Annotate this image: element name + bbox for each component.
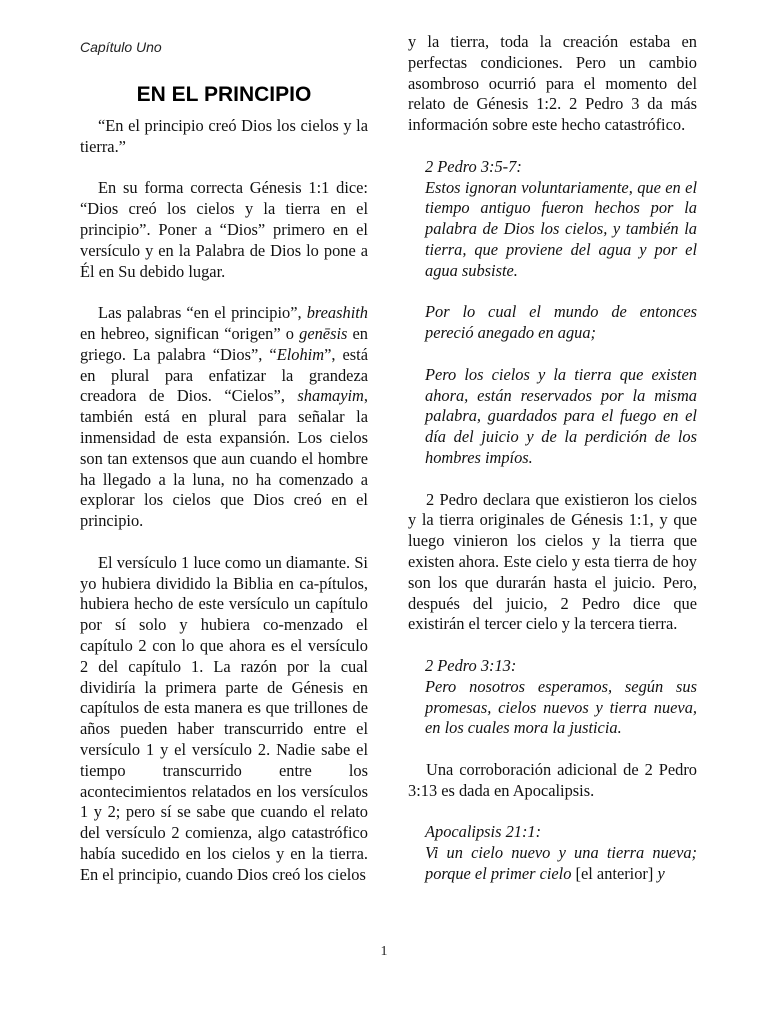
text-run: pítulos, hubiera hecho de este versículo un capítulo por sí solo y hubiera co- [80,573,368,635]
italic-term-elohim: Elohim [276,344,325,364]
text-run: , también está en plural para señalar la inmensidad de esta expansión. Los cielos son tan extensos que aun cuando el hombre ha llegado a la luna, no ha comenzado a explorar los cielos que Dios creó en el principio. [80,386,368,531]
text-run: en hebreo, significan “origen” o [80,323,300,343]
scripture-text: Vi un cielo nuevo y una tierra nueva; porque el primer cielo [425,843,697,883]
scripture-reference: 2 Pedro 3:5-7: [425,156,522,176]
opening-verse-paragraph: “En el principio creó Dios los cielos y la tierra.” [80,116,368,156]
2pedro-paragraph: 2 Pedro declara que existieron los cielos y la tierra originales de Génesis 1:1, y que luego vinieron los cielos y la tierra que existen ahora. Este cielo y esta tierra de hoy son los que durarán hasta el juicio. Pero, después del juicio, 2 Pedro dice que existirán el tercer cielo y la tercera tierra. [408,489,697,634]
text-run: El versículo 1 luce como un diamante. Si yo hubiera dividido la Biblia en ca- [80,552,368,593]
scripture-reference: 2 Pedro 3:13: [425,655,517,675]
scripture-quote-apocalipsis-21-1 [425,822,697,884]
scripture-quote-continued: Pero los cielos y la tierra que existen ahora, están reservados por la misma palabra, guardados para el fuego en el día del juicio y de la perdición de los hombres impíos. [425,364,697,467]
scripture-quote-continued: Por lo cual el mundo de entonces pereció anegado en agua; [425,302,697,343]
text-run: Las palabras “en el principio”, [98,303,307,323]
scripture-quote-2pedro-3-5-7 [425,157,697,282]
continued-paragraph: y la tierra, toda la creación estaba en perfectas condiciones. Pero un cambio asombroso ocurrió para el momento del relato de Génesis 1:2. 2 Pedro 3 da más información sobre este hecho catastrófico. [408,32,697,135]
right-column [408,32,697,905]
diamond-paragraph [80,553,368,886]
page-number: 1 [380,944,388,959]
text-run: en griego. La palabra “Dios”, “ [80,323,369,364]
left-column [80,32,368,906]
words-paragraph [80,303,368,532]
scripture-text: Pero nosotros esperamos, según sus promesas, cielos nuevos y tierra nueva, en los cuales mora la justicia. [425,676,697,738]
bracket-note: [el anterior] [575,863,654,883]
scripture-text: Estos ignoran voluntariamente, que en el tiempo antiguo fueron hechos por la palabra de Dios los cielos, y también la tierra, que proviene del agua y por el agua subsiste. [425,177,697,280]
italic-term-breashith: breashith [306,303,368,323]
text-run: menzado el capítulo 2 con lo que ahora es el versículo 2 del capítulo 1. La razón por la cual dividiría la primera parte de Génesis en capítulos de esta manera es que trillones de años pueden haber transcurrido entre el versículo 1 y el versículo 2. Nadie sabe el tiempo transcurrido entre los acontecimientos relatados en los versículos 1 y 2; pero sí se sabe que cuando el relato del versículo 2 comienza, algo catastrófico había sucedido en los cielos y en la tierra. En el principio, cuando Dios creó los cielos [80,615,368,884]
italic-term-shamayim: shamayim [297,386,364,406]
italic-term-genesis: genēsis [299,323,348,343]
scripture-quote-2pedro-3-13 [425,656,697,739]
text-run: ”, está en plural para enfatizar la grandeza creadora de Dios. “Cielos”, [80,344,368,406]
scripture-reference: Apocalipsis 21:1: [425,822,542,842]
scripture-text: y [653,863,665,883]
corroboration-paragraph: Una corroboración adicional de 2 Pedro 3:13 es dada en Apocalipsis. [408,759,697,800]
genesis-paragraph: En su forma correcta Génesis 1:1 dice: “Dios creó los cielos y la tierra en el principio”. Poner a “Dios” primero en el versículo y en la Palabra de Dios lo pone a Él en Su debido lugar. [80,178,368,281]
page-title: EN EL PRINCIPIO [136,83,312,106]
chapter-label: Capítulo Uno [80,39,162,55]
